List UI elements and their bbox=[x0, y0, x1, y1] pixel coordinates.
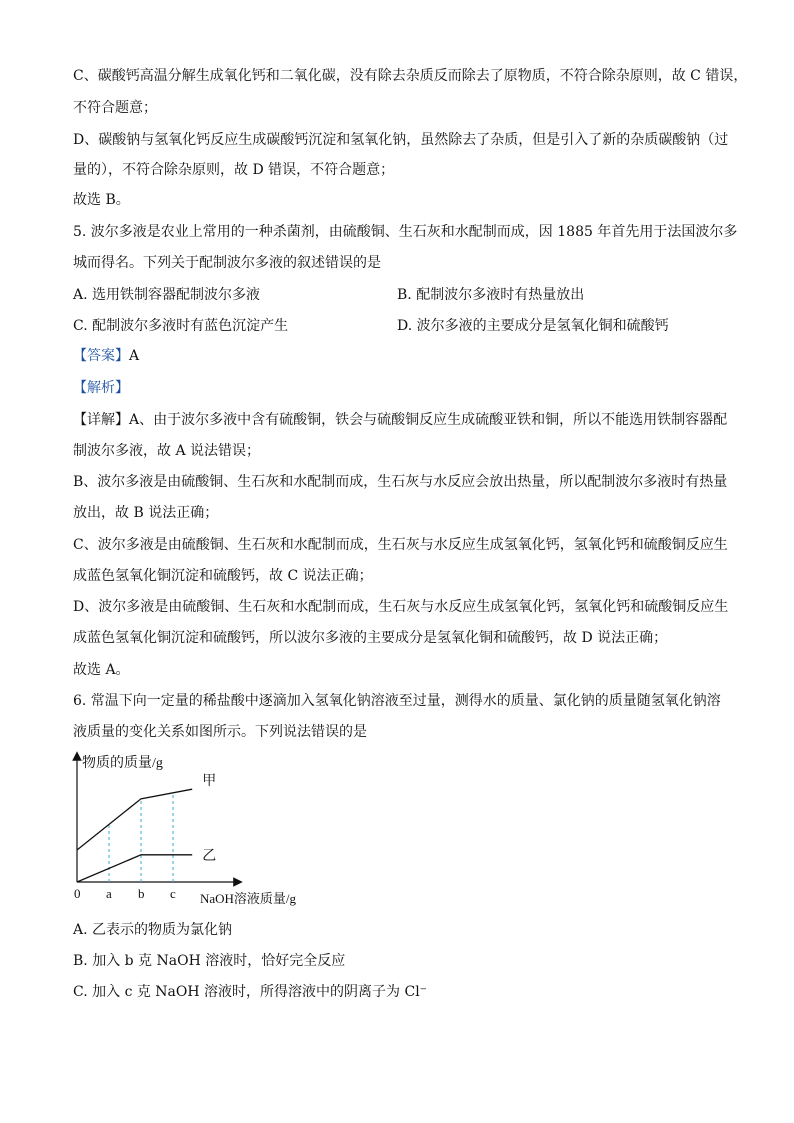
q6-option-b: B. 加入 b 克 NaOH 溶液时，恰好完全反应 bbox=[73, 953, 346, 969]
question-5-stem: 城而得名。下列关于配制波尔多液的叙述错误的是 bbox=[73, 255, 381, 271]
text-line: 不符合题意； bbox=[73, 100, 157, 116]
q5-option-c: C. 配制波尔多液时有蓝色沉淀产生 bbox=[73, 318, 289, 334]
x-tick-label-b: b bbox=[138, 886, 145, 901]
q6-option-a: A. 乙表示的物质为氯化钠 bbox=[73, 922, 233, 938]
origin-label: 0 bbox=[74, 886, 81, 901]
analysis-tag: 【解析】 bbox=[73, 380, 129, 396]
text-line: 故选 B。 bbox=[73, 192, 130, 208]
x-tick-label-a: a bbox=[106, 886, 112, 901]
text-line: D、碳酸钠与氢氧化钙反应生成碳酸钙沉淀和氢氧化钠，虽然除去了杂质，但是引入了新的杂质碳酸钠（过 bbox=[73, 132, 729, 148]
x-axis-label: NaOH溶液质量/g bbox=[200, 891, 297, 906]
x-tick-label-c: c bbox=[170, 886, 176, 901]
text-line: 量的），不符合除杂原则，故 D 错误，不符合题意； bbox=[73, 162, 395, 178]
detail-line: 【详解】A、由于波尔多液中含有硫酸铜，铁会与硫酸铜反应生成硫酸亚铁和铜，所以不能选用铁制容器配 bbox=[73, 412, 728, 428]
detail-line: C、波尔多液是由硫酸铜、生石灰和水配制而成，生石灰与水反应生成氢氧化钙，氢氧化钙和硫酸铜反应生 bbox=[73, 537, 728, 553]
answer-line bbox=[73, 346, 139, 366]
detail-line: D、波尔多液是由硫酸铜、生石灰和水配制而成，生石灰与水反应生成氢氧化钙，氢氧化钙和硫酸铜反应生 bbox=[73, 599, 729, 615]
answer-tag: 【答案】 bbox=[73, 348, 129, 364]
answer-value: A bbox=[129, 348, 140, 364]
detail-line: 故选 A。 bbox=[73, 662, 130, 678]
question-6-stem: 液质量的变化关系如图所示。下列说法错误的是 bbox=[73, 724, 367, 740]
text-line: C、碳酸钙高温分解生成氧化钙和二氧化碳，没有除去杂质反而除去了原物质，不符合除杂原则，故 C 错误， bbox=[73, 68, 748, 84]
q6-option-c: C. 加入 c 克 NaOH 溶液时，所得溶液中的阴离子为 Cl⁻ bbox=[73, 984, 428, 1000]
q5-option-d: D. 波尔多液的主要成分是氢氧化铜和硫酸钙 bbox=[397, 318, 669, 334]
q5-option-b: B. 配制波尔多液时有热量放出 bbox=[397, 287, 585, 303]
y-axis-label: 物质的质量/g bbox=[82, 756, 163, 771]
detail-line: 成蓝色氢氧化铜沉淀和硫酸钙，所以波尔多液的主要成分是氢氧化铜和硫酸钙，故 D 说法正确； bbox=[73, 630, 668, 646]
detail-tag: 【详解】 bbox=[73, 412, 129, 428]
series-line-1 bbox=[77, 789, 192, 850]
series-line-2 bbox=[77, 855, 192, 882]
detail-line: B、波尔多液是由硫酸铜、生石灰和水配制而成，生石灰与水反应会放出热量，所以配制波尔多液时有热量 bbox=[73, 474, 728, 490]
series-label-2: 乙 bbox=[202, 848, 217, 864]
series-label-1: 甲 bbox=[202, 774, 217, 790]
detail-line: 成蓝色氢氧化铜沉淀和硫酸钙，故 C 说法正确； bbox=[73, 568, 373, 584]
detail-line: 制波尔多液，故 A 说法错误； bbox=[73, 443, 261, 459]
detail-line: 放出，故 B 说法正确； bbox=[73, 505, 219, 521]
mass-change-chart bbox=[60, 748, 320, 910]
question-6-stem: 6. 常温下向一定量的稀盐酸中逐滴加入氢氧化钠溶液至过量，测得水的质量、氯化钠的质量随氢氧化钠溶 bbox=[73, 693, 721, 709]
question-5-stem: 5. 波尔多液是农业上常用的一种杀菌剂，由硫酸铜、生石灰和水配制而成，因 1885 年首先用于法国波尔多 bbox=[73, 224, 738, 240]
q5-option-a: A. 选用铁制容器配制波尔多液 bbox=[73, 287, 261, 303]
